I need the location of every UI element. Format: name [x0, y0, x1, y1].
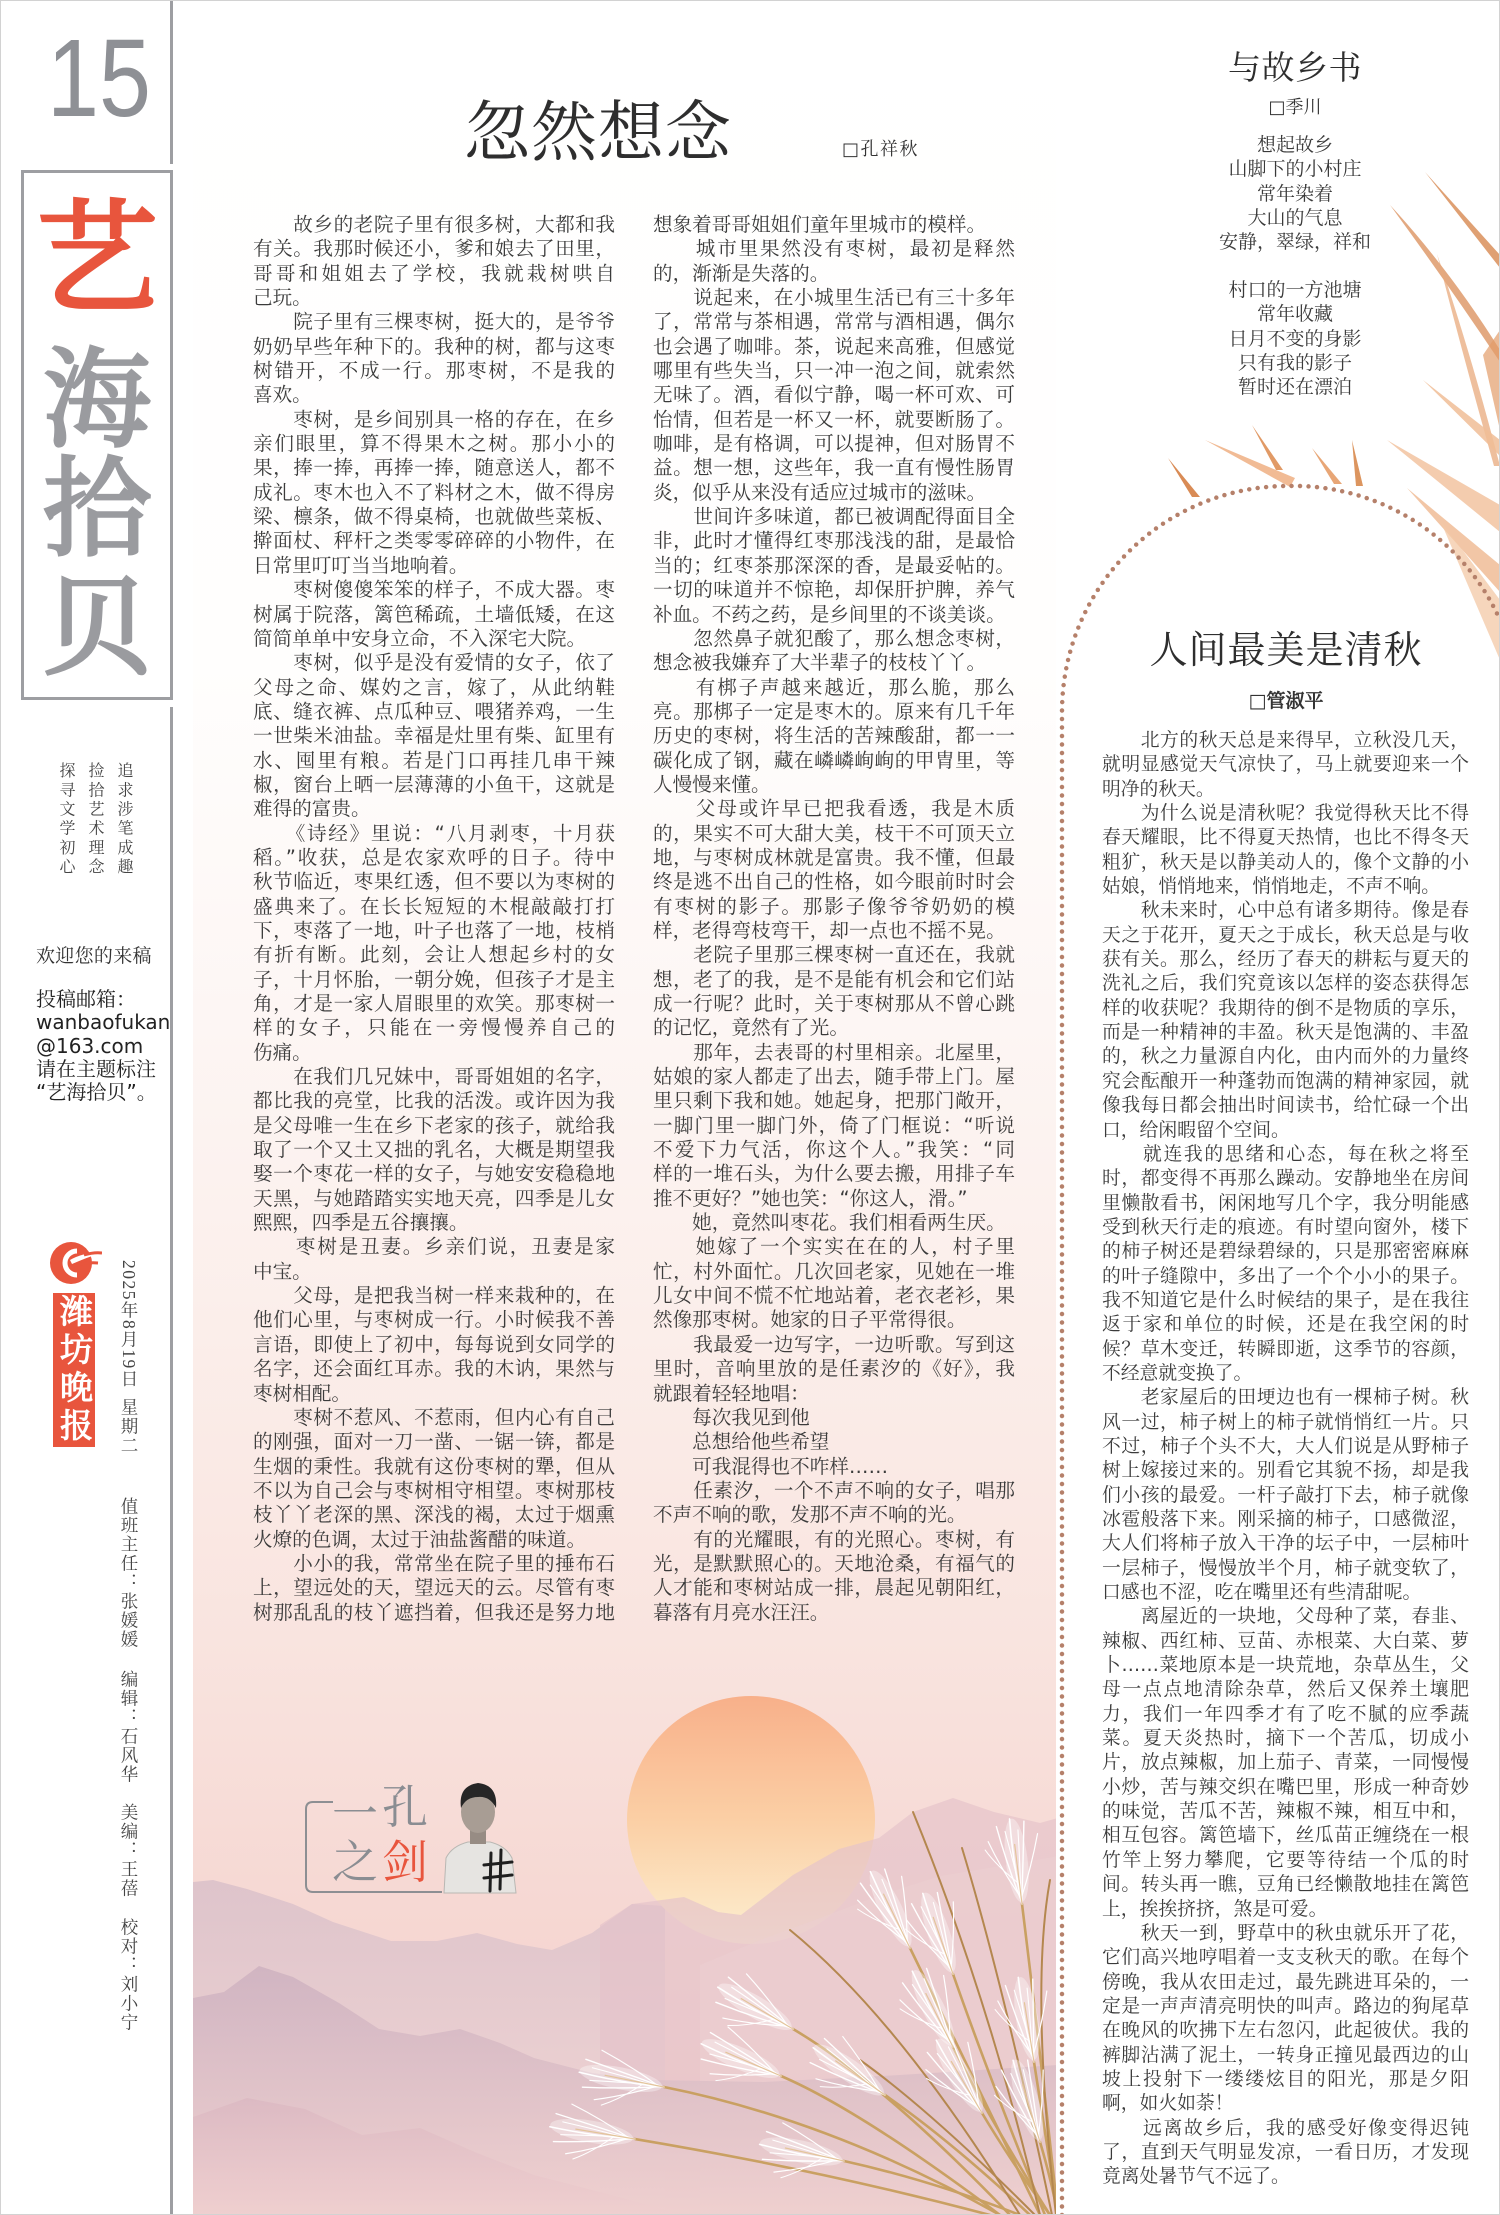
text-line: 候？草木变迁，转瞬即逝，这季节的容颜， [1102, 1338, 1469, 1360]
text-line: 当的；红枣茶那深深的香，是最妥帖的。 [653, 553, 1015, 577]
text-line: 坡上投射下一缕缕炫目的阳光，那是夕阳 [1102, 2068, 1469, 2090]
issue-date: 2025年8月19日 [119, 1260, 139, 1389]
text-line: 都比我的亮堂，比我的活泼。或许因为我 [253, 1089, 615, 1113]
article-column-1 [253, 213, 615, 1625]
text-line: 每次我见到他 [653, 1405, 810, 1429]
poem-stanza-1 [1145, 133, 1445, 254]
text-line: 无味了。酒，看似宁静，喝一杯可欢、可 [653, 383, 1015, 407]
text-line: 哪里有些失当，只一冲一泡之间，就索然 [653, 359, 1015, 383]
text-line: 秋未来时，心中总有诸多期待。像是春 [1102, 900, 1469, 922]
text-line: 有梆子声越来越近，那么脆，那么 [653, 675, 1015, 699]
text-line: 老院子里那三棵枣树一直还在，我就 [653, 943, 1015, 967]
text-line: 言语，即使上了初中，每每说到女同学的 [253, 1332, 615, 1356]
text-line: 大人们将柿子放入干净的坛子中，一层柿叶 [1102, 1533, 1469, 1555]
submission-email-user: wanbaofukan [36, 1010, 171, 1035]
text-line: 树上嫁接过来的。别看它其貌不扬，却是我 [1102, 1460, 1469, 1482]
article-title: 人间最美是清秋 [1149, 628, 1423, 672]
text-line: 树错开，不成一行。那枣树，不是我的 [253, 359, 615, 383]
text-line: 火燎的色调，太过于油盐酱醋的味道。 [253, 1527, 587, 1551]
text-line: 生烟的秉性。我就有这份枣树的犟，但从 [253, 1454, 615, 1478]
text-line: 时，都变得不再那么躁动。安静地坐在房间 [1102, 1168, 1469, 1190]
credit-name: 张媛媛 [119, 1592, 139, 1649]
text-line: 亲们眼里，算不得果木之树。那小小的 [253, 432, 615, 456]
text-line: 己玩。 [253, 286, 312, 310]
text-line: 总想给他些希望 [653, 1430, 830, 1454]
text-line: 难得的富贵。 [253, 797, 371, 821]
text-line: 院子里有三棵枣树，挺大的，是爷爷 [253, 310, 615, 334]
text-line: 不经意就变换了。 [1102, 1362, 1253, 1384]
text-line: 碳化成了钢，藏在嶙嶙峋峋的甲胄里，等 [653, 748, 1015, 772]
text-line: 树那乱乱的枝丫遮挡着，但我还是努力地 [253, 1600, 615, 1624]
text-line: 稻。”收获，总是农家欢呼的日子。待中 [253, 845, 615, 869]
text-line: 我最爱一边写字，一边听歌。写到这 [653, 1332, 1015, 1356]
text-line: 上，望远处的天，望远天的云。尽管有枣 [253, 1576, 615, 1600]
text-line: 怡情，但若是一杯又一杯，就要断肠了。 [653, 407, 1015, 431]
text-line: 小小的我，常常坐在院子里的捶布石 [253, 1551, 615, 1575]
text-line: 终是逃不出自己的性格，如今眼前时时会 [653, 870, 1015, 894]
text-line: 不过，柿子个头不大，大人们说是从野柿子 [1102, 1435, 1469, 1457]
article-author: □管淑平 [1248, 690, 1324, 712]
text-line: 地，与枣树成林就是富贵。我不懂，但最 [653, 845, 1015, 869]
poem-line: 想起故乡 [1256, 134, 1333, 156]
text-line: 奶奶早些年种下的。我种的树，都与这枣 [253, 334, 615, 358]
section-title-char: 拾 [42, 446, 151, 572]
text-line: 盛典来了。在长长短短的木棍敲敲打打 [253, 894, 615, 918]
credit-role: 值班主任： [119, 1497, 139, 1592]
text-line: 样的收获呢？我期待的倒不是物质的享乐， [1102, 997, 1469, 1019]
text-line: 儿女中间不慌不忙地站着，老衣老衫，果 [653, 1284, 1015, 1308]
poem-line: 日月不变的身影 [1228, 327, 1362, 350]
text-line: 里懒散看书，闲闲地写几个字，我分明能感 [1102, 1192, 1469, 1214]
text-line: 像我每日都会抽出时间读书，给忙碌一个出 [1102, 1095, 1469, 1117]
text-line: 世间许多味道，都已被调配得面目全 [653, 505, 1015, 529]
poem-line: 山脚下的小村庄 [1228, 158, 1362, 181]
text-line: 想，老了的我，是不是能有机会和它们站 [653, 967, 1015, 991]
text-line: 也会遇了咖啡。茶，说起来高雅，但感觉 [653, 334, 1015, 358]
text-line: 椒，窗台上晒一层薄薄的小鱼干，这就是 [253, 772, 615, 796]
text-line: 人慢慢来懂。 [653, 772, 771, 796]
text-line: 光，是默默照心的。天地沧桑，有福气的 [653, 1551, 1015, 1575]
submission-note: 请在主题标注 [36, 1056, 156, 1081]
text-line: 天黑，与她踏踏实实地天亮，四季是儿女 [253, 1186, 615, 1210]
text-line: 辣椒、西红柿、豆苗、赤根菜、大白菜、萝 [1102, 1630, 1469, 1652]
newspaper-name: 潍坊晚报 [55, 1294, 94, 1446]
text-line: 有折有断。此刻，会让人想起乡村的女 [253, 943, 615, 967]
text-line: 一世柴米油盐。幸福是灶里有柴、缸里有 [253, 724, 615, 748]
text-line: 就跟着轻轻地唱： [653, 1381, 810, 1405]
text-line: 远离故乡后，我的感受好像变得迟钝 [1102, 2117, 1469, 2139]
text-line: 的叶子缝隙中，多出了一个个小小的果子。 [1102, 1265, 1469, 1287]
text-line: 炎，似乎从来没有适应过城市的滋味。 [653, 480, 987, 504]
text-line: 枣树不惹风、不惹雨，但内心有自己 [253, 1405, 615, 1429]
text-line: 明净的秋天。 [1102, 778, 1215, 800]
column-badge-char: 孔 [382, 1780, 428, 1834]
text-line: 姑娘，悄悄地来，悄悄地走，不声不响。 [1102, 876, 1441, 898]
text-line: 竟离处暑节气不远了。 [1102, 2166, 1290, 2188]
text-line: 推不更好？”她也笑：“你这人，滑。” [653, 1186, 968, 1210]
text-line: 枣树傻傻笨笨的样子，不成大器。枣 [253, 578, 615, 602]
text-line: 中宝。 [253, 1259, 312, 1283]
text-line: 暮落有月亮水汪汪。 [653, 1600, 830, 1624]
text-line: 一脚门里一脚门外，倚了门框说：“听说 [653, 1113, 1015, 1137]
poem-line: 村口的一方池塘 [1228, 279, 1362, 301]
text-line: 成礼。枣木也入不了料材之木，做不得房 [253, 480, 615, 504]
text-line: 成一行呢？此时，关于枣树那从不曾心跳 [653, 992, 1015, 1015]
text-line: 咖啡，是有格调，可以提神，但对肠胃不 [653, 432, 1015, 456]
text-line: 返于家和单位的时候，还是在我空闲的时 [1102, 1314, 1469, 1336]
text-line: 有的光耀眼，有的光照心。枣树，有 [653, 1527, 1015, 1551]
text-line: 不声不响的歌，发那不声不响的光。 [653, 1503, 967, 1527]
text-line: 伤痛。 [253, 1040, 312, 1064]
text-line: 他们心里，与枣树成一行。小时候我不善 [253, 1308, 615, 1332]
text-line: 姑娘的家人都走了出去，随手带上门。屋 [653, 1065, 1015, 1089]
poem-stanza-2 [1145, 278, 1445, 399]
text-line: 枣树，是乡间别具一格的存在，在乡 [253, 407, 615, 431]
section-slogan: 探寻文学初心 [57, 762, 76, 878]
text-line: 在我们几兄妹中，哥哥姐姐的名字， [253, 1065, 615, 1089]
text-line: 擀面杖、秤杆之类零零碎碎的小物件，在 [253, 529, 615, 553]
text-line: 冰雹般落下来。刚采摘的柿子，口感微涩， [1102, 1509, 1469, 1530]
text-line: 裤脚沾满了泥土，一转身正撞见最西边的山 [1102, 2044, 1469, 2066]
text-line: 相互包容。篱笆墙下，丝瓜苗正缠绕在一根 [1102, 1825, 1469, 1847]
text-line: 的，秋之力量源自内化，由内而外的力量终 [1102, 1046, 1469, 1068]
text-line: 任素汐，一个不声不响的女子，唱那 [653, 1478, 1015, 1502]
text-line: 那年，去表哥的村里相亲。北屋里， [653, 1040, 1015, 1064]
text-line: 水、囤里有粮。若是门口再挂几串干辣 [253, 748, 615, 772]
text-line: 天之于花开，夏天之于成长，秋天总是与收 [1102, 924, 1469, 946]
text-line: 了，直到天气明显发凉，一看日历，才发现 [1102, 2141, 1469, 2163]
text-line: 北方的秋天总是来得早，立秋没几天， [1102, 730, 1469, 751]
text-line: 洗礼之后，我们究竟该以怎样的姿态获得怎 [1102, 973, 1469, 995]
column-badge-char: 一 [332, 1787, 378, 1841]
credit-role: 校对： [119, 1918, 139, 1975]
text-line: 枣树是丑妻。乡亲们说，丑妻是家 [253, 1235, 615, 1259]
text-line: 竹竿上努力攀爬，它要等待结一个瓜的时 [1102, 1849, 1469, 1871]
text-line: 子，十月怀胎，一朝分娩，但孩子才是主 [253, 967, 615, 991]
text-line: 一层柿子，慢慢放半个月，柿子就变软了， [1102, 1557, 1469, 1579]
text-line: 有枣树的影子。那影子像爷爷奶奶的模 [653, 894, 1015, 918]
text-line: 不爱下力气活，你这个人。”我笑：“同 [653, 1138, 1015, 1162]
article-column-2 [653, 213, 1015, 1625]
text-line: 卜……菜地原本是一块荒地，杂草丛生，父 [1102, 1655, 1469, 1677]
text-line: 秋节临近，枣果红透，但不要以为枣树的 [253, 870, 615, 894]
text-line: 的味觉，苦瓜不苦，辣椒不辣，相互中和， [1102, 1801, 1469, 1823]
text-line: 名字，还会面红耳赤。我的木讷，果然与 [253, 1357, 615, 1381]
text-line: 日常里叮叮当当地响着。 [253, 553, 469, 577]
text-line: 故乡的老院子里有很多树，大都和我 [253, 213, 615, 236]
text-line: 间。转头再一瞧，豆角已经懒散地挂在篱笆 [1102, 1874, 1469, 1896]
text-line: 忽然鼻子就犯酸了，那么想念枣树， [653, 626, 1015, 650]
text-line: 想念被我嫌弃了大半辈子的枝枝丫丫。 [653, 651, 987, 675]
text-line: 母一点点地清除杂草，然后又保养土壤肥 [1102, 1679, 1469, 1701]
text-line: 小炒，苦与辣交织在嘴巴里，形成一种奇妙 [1102, 1776, 1469, 1798]
text-line: 历史的枣树，将生活的苦辣酸甜，都一一 [653, 724, 1015, 748]
text-line: 她嫁了一个实实在在的人，村子里 [653, 1235, 1015, 1259]
credit-name: 石风华 [119, 1727, 139, 1784]
text-line: 益。想一想，这些年，我一直有慢性肠胃 [653, 456, 1015, 480]
poem-author: □季川 [1268, 97, 1322, 118]
text-line: 一切的味道并不惊艳，却保肝护脾，养气 [653, 578, 1015, 602]
text-line: 哥哥和姐姐去了学校，我就栽树哄自 [253, 261, 615, 285]
text-line: 可我混得也不咋样…… [653, 1454, 889, 1478]
poem-line: 大山的气息 [1247, 206, 1343, 229]
text-line: 角，才是一家人眉眼里的欢笑。那枣树一 [253, 992, 615, 1015]
section-title-char: 艺 [36, 186, 158, 330]
section-title-char: 贝 [42, 565, 151, 691]
text-line: 树属于院落，篱笆稀疏，土墙低矮，在这 [253, 602, 615, 626]
article-column-right [1102, 729, 1469, 2190]
text-line: 的刚强，面对一刀一凿、一锯一锛，都是 [253, 1430, 615, 1454]
text-line: 喜欢。 [253, 383, 312, 407]
text-line: 梁、檩条，做不得桌椅，也就做些菜板、 [253, 505, 615, 529]
text-line: 亮。那梆子一定是枣木的。原来有几千年 [653, 699, 1015, 723]
column-badge-char: 剑 [382, 1835, 428, 1889]
poem-title: 与故乡书 [1228, 48, 1362, 87]
text-line: 们小孩的最爱。一杆子敲打下去，柿子就像 [1102, 1484, 1469, 1506]
welcome-text: 欢迎您的来稿 [36, 945, 152, 967]
section-slogan: 捡拾艺术理念 [86, 762, 105, 878]
submission-note-tag: “艺海拾贝”。 [36, 1080, 157, 1105]
text-line: 老家屋后的田埂边也有一棵柿子树。秋 [1102, 1387, 1469, 1409]
text-line: 下，枣落了一地，叶子也落了一地，枝梢 [253, 918, 615, 942]
text-line: 枣树相配。 [253, 1381, 351, 1405]
text-line: 口，给闲暇留个空间。 [1102, 1119, 1290, 1141]
text-line: 的柿子树还是碧绿碧绿的，只是那密密麻麻 [1102, 1241, 1469, 1263]
author-portrait-icon [444, 1783, 516, 1893]
text-line: 口感也不涩，吃在嘴里还有些清甜呢。 [1102, 1582, 1422, 1604]
text-line: 片，放点辣椒，加上茄子、青菜，一同慢慢 [1102, 1752, 1469, 1774]
text-line: 父母之命、媒妁之言，嫁了，从此纳鞋 [253, 675, 615, 699]
poem-line: 只有我的影子 [1237, 351, 1352, 374]
text-line: 我不知道它是什么时候结的果子，是在我往 [1102, 1289, 1469, 1311]
submission-email-domain: @163.com [36, 1033, 144, 1058]
text-line: 而是一种精神的丰盈。秋天是饱满的、丰盈 [1102, 1022, 1469, 1044]
text-line: 枝丫丫老深的黑、深浅的褐，太过于烟熏 [253, 1503, 615, 1527]
text-line: 娶一个枣花一样的女子，与她安安稳稳地 [253, 1162, 615, 1186]
text-line: 说起来，在小城里生活已有三十多年 [653, 286, 1015, 310]
poem-line: 暂时还在漂泊 [1237, 376, 1352, 399]
text-line: 城市里果然没有枣树，最初是释然 [653, 237, 1015, 261]
text-line: 忙，村外面忙。几次回老家，见她在一堆 [653, 1259, 1015, 1283]
text-line: 定是一声声清亮明快的叫声。路边的狗尾草 [1102, 1995, 1469, 2017]
text-line: 样的女子，只能在一旁慢慢养自己的 [253, 1016, 615, 1040]
text-line: 受到秋天行走的痕迹。有时望向窗外，楼下 [1102, 1216, 1469, 1238]
text-line: 父母，是把我当树一样来栽种的，在 [253, 1284, 615, 1308]
text-line: 她，竟然叫枣花。我们相看两生厌。 [653, 1211, 1006, 1235]
article-title: 忽然想念 [464, 94, 732, 171]
credit-role: 编辑： [119, 1670, 139, 1727]
text-line: 秋天一到，野草中的秋虫就乐开了花， [1102, 1922, 1469, 1944]
text-line: 就连我的思绪和心态，每在秋之将至 [1102, 1143, 1469, 1165]
text-line: 究会酝酿开一种蓬勃而饱满的精神家园，就 [1102, 1070, 1469, 1092]
text-line: 风一过，柿子树上的柿子就悄悄红一片。只 [1102, 1411, 1469, 1433]
text-line: 是父母唯一生在乡下老家的孩子，就给我 [253, 1113, 615, 1137]
section-slogan: 追求涉笔成趣 [115, 762, 134, 878]
credit-role: 美编： [119, 1803, 139, 1860]
text-line: 果，捧一捧，再捧一捧，随意送人，都不 [253, 456, 615, 480]
text-line: 啊，如火如荼！ [1102, 2093, 1234, 2115]
text-line: 简简单单中安身立命，不入深宅大院。 [253, 626, 587, 650]
column-badge-char: 之 [332, 1835, 378, 1889]
poem-line: 常年收藏 [1256, 303, 1333, 326]
article-author: □孔祥秋 [842, 139, 920, 160]
text-line: 春天耀眼，比不得夏天热情，也比不得冬天 [1102, 827, 1469, 849]
text-line: 傍晚，我从农田走过，最先跳进耳朵的，一 [1102, 1971, 1469, 1993]
text-line: 然像那枣树。她家的日子平常得很。 [653, 1308, 967, 1332]
text-line: 非，此时才懂得红枣那浅浅的甜，是最恰 [653, 529, 1015, 553]
text-line: 取了一个又土又拙的乳名，大概是期望我 [253, 1138, 615, 1162]
submission-label: 投稿邮箱： [36, 987, 136, 1011]
text-line: 样，老得弯枝弯干，却一点也不摇不晃。 [653, 918, 1006, 942]
text-line: 不以为自己会与枣树相守相望。枣树那枝 [253, 1478, 615, 1502]
poem-line: 安静，翠绿，祥和 [1218, 231, 1371, 254]
text-line: 力，我们一年四季才有了吃不腻的应季蔬 [1102, 1703, 1469, 1725]
credit-name: 刘小宁 [119, 1975, 139, 2032]
text-line: 里只剩下我和她。她起身，把那门敞开， [653, 1089, 1015, 1113]
text-line: 它们高兴地哼唱着一支支秋天的歌。在每个 [1102, 1947, 1469, 1969]
text-line: 上，挨挨挤挤，煞是可爱。 [1102, 1898, 1328, 1920]
text-line: 有关。我那时候还小，爹和娘去了田里， [253, 237, 615, 261]
text-line: 想象着哥哥姐姐们童年里城市的模样。 [653, 213, 987, 236]
text-line: 的，渐渐是失落的。 [653, 261, 830, 285]
text-line: 在晚风的吹拂下左右忽闪，此起彼伏。我的 [1102, 2020, 1469, 2042]
text-line: 就明显感觉天气凉快了，马上就要迎来一个 [1102, 754, 1469, 776]
poem-line: 常年染着 [1256, 182, 1333, 205]
text-line: 底、缝衣裤、点瓜种豆、喂猪养鸡，一生 [253, 699, 615, 723]
text-line: 熙熙，四季是五谷攘攘。 [253, 1211, 469, 1235]
text-line: 粗犷，秋天是以静美动人的，像个文静的小 [1102, 851, 1469, 873]
text-line: 为什么说是清秋呢？我觉得秋天比不得 [1102, 803, 1469, 825]
text-line: 补血。不药之药，是乡间里的不谈美谈。 [653, 602, 1006, 626]
text-line: 获有关。那么，经历了春天的耕耘与夏天的 [1102, 949, 1469, 971]
text-line: 里时，音响里放的是任素汐的《好》，我 [653, 1357, 1015, 1381]
text-line: 菜。夏天炎热时，摘下一个苦瓜，切成小 [1102, 1728, 1469, 1750]
text-line: 的记忆，竟然有了光。 [653, 1016, 849, 1040]
credit-name: 王蓓 [119, 1860, 139, 1898]
issue-weekday: 星期二 [119, 1398, 139, 1455]
text-line: 枣树，似乎是没有爱情的女子，依了 [253, 651, 615, 675]
text-line: 人才能和枣树站成一排，晨起见朝阳红， [653, 1576, 1015, 1600]
text-line: 的，果实不可大甜大美，枝干不可顶天立 [653, 821, 1015, 845]
text-line: 了，常常与茶相遇，常常与酒相遇，偶尔 [653, 310, 1015, 334]
sunset-scene [193, 1696, 1063, 2215]
text-line: 样的一堆石头，为什么要去搬，用排子车 [653, 1162, 1015, 1186]
text-line: 《诗经》里说：“八月剥枣，十月获 [253, 821, 615, 845]
text-line: 离屋近的一块地，父母种了菜，春韭、 [1102, 1606, 1469, 1628]
section-title-char: 海 [42, 337, 151, 463]
page-number: 15 [47, 17, 152, 140]
text-line: 父母或许早已把我看透，我是木质 [653, 797, 1015, 821]
